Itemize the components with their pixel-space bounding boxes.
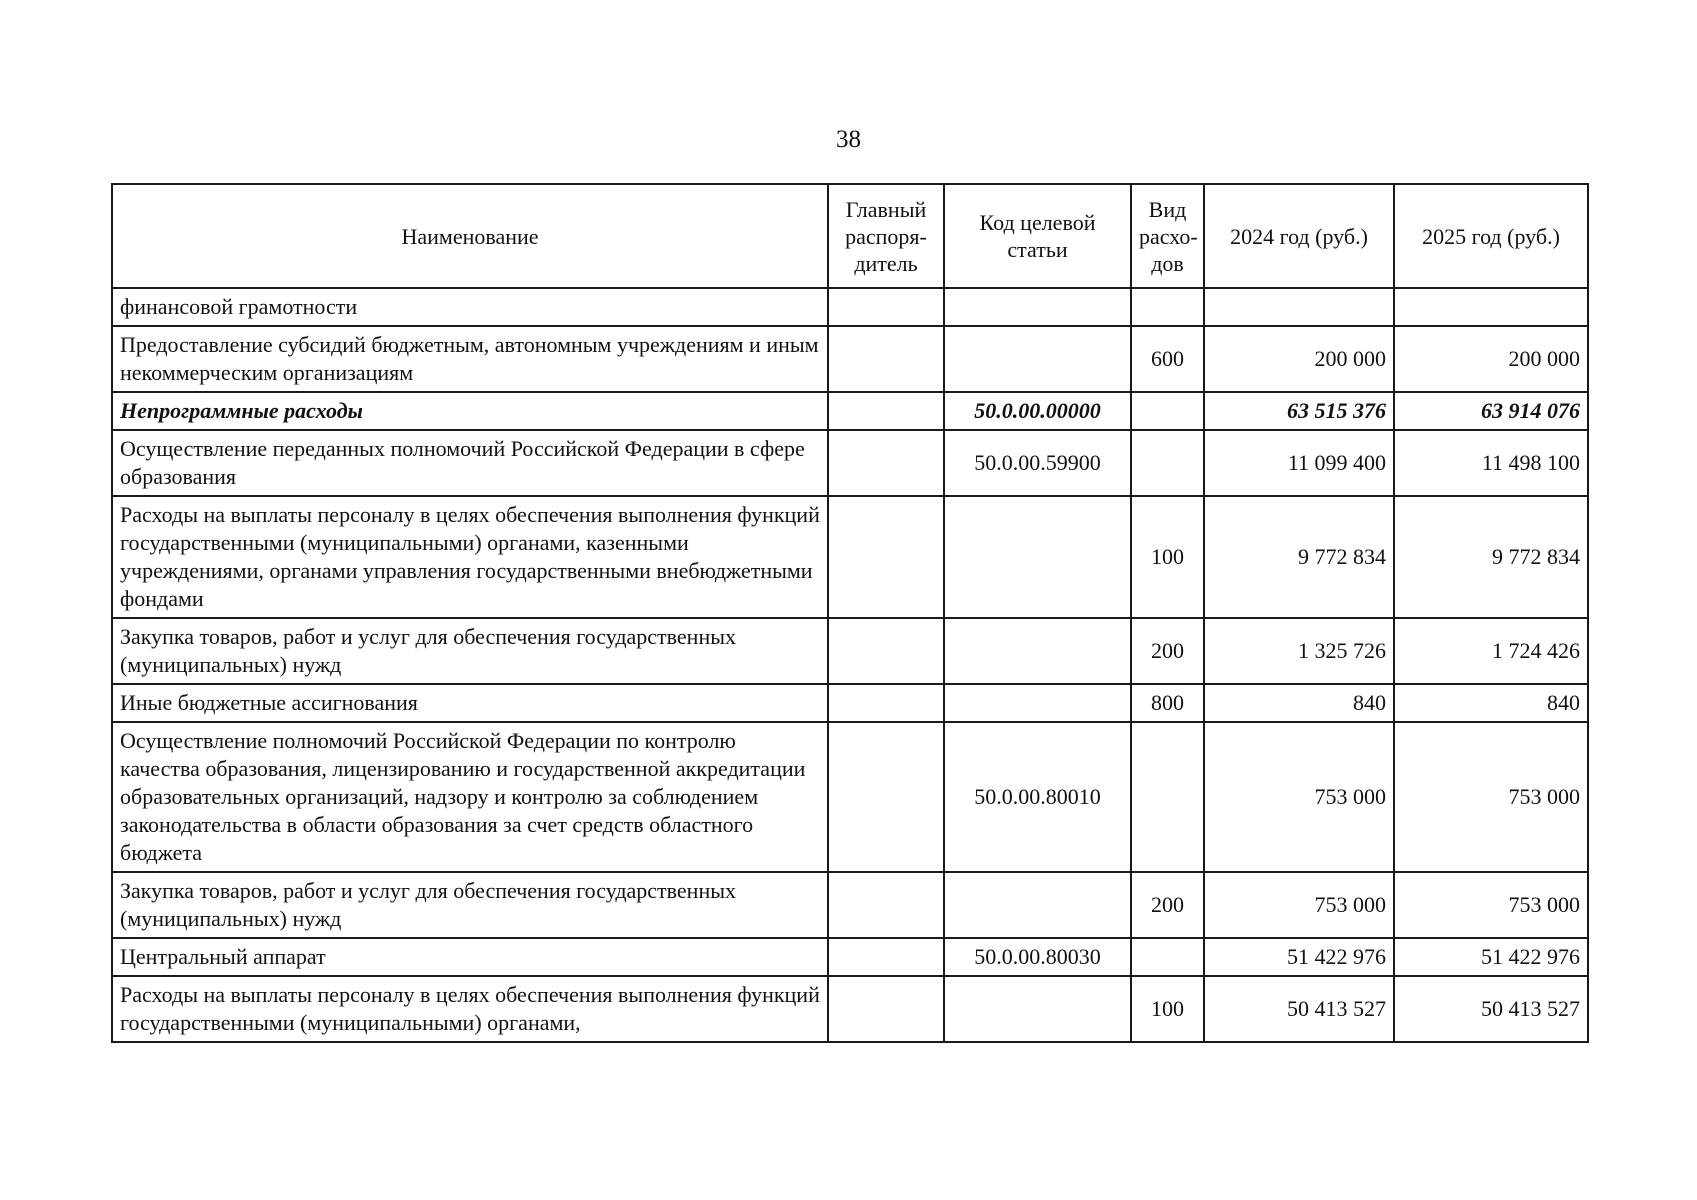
cell-vid: 600	[1131, 326, 1204, 392]
cell-name: Расходы на выплаты персоналу в целях обеспечения выполнения функций государственными (муниципальными) органами, казенными учреждениями, органами управления государственными внебюджетными фондами	[112, 496, 828, 618]
table-row-section-total	[112, 392, 1588, 430]
cell-name: Осуществление переданных полномочий Российской Федерации в сфере образования	[112, 430, 828, 496]
cell-2025: 753 000	[1394, 872, 1588, 938]
table-row	[112, 938, 1588, 976]
cell-manager	[828, 938, 944, 976]
table-row	[112, 722, 1588, 872]
cell-code: 50.0.00.80030	[944, 938, 1131, 976]
cell-name: Иные бюджетные ассигнования	[112, 684, 828, 722]
table-row	[112, 618, 1588, 684]
page-number: 38	[836, 126, 861, 153]
cell-2024: 200 000	[1204, 326, 1394, 392]
cell-manager	[828, 872, 944, 938]
cell-vid	[1131, 392, 1204, 430]
cell-manager	[828, 496, 944, 618]
cell-name: Центральный аппарат	[112, 938, 828, 976]
cell-2025: 200 000	[1394, 326, 1588, 392]
cell-code: 50.0.00.00000	[944, 392, 1131, 430]
cell-2025: 50 413 527	[1394, 976, 1588, 1042]
header-name: Наименование	[112, 184, 828, 288]
cell-2024: 753 000	[1204, 872, 1394, 938]
cell-code	[944, 288, 1131, 326]
cell-vid: 100	[1131, 976, 1204, 1042]
cell-code: 50.0.00.59900	[944, 430, 1131, 496]
cell-name: Непрограммные расходы	[112, 392, 828, 430]
cell-code	[944, 684, 1131, 722]
header-2024: 2024 год (руб.)	[1204, 184, 1394, 288]
cell-vid	[1131, 430, 1204, 496]
cell-2024: 840	[1204, 684, 1394, 722]
cell-code	[944, 618, 1131, 684]
cell-vid: 100	[1131, 496, 1204, 618]
table-header-row	[112, 184, 1588, 288]
table-row	[112, 326, 1588, 392]
cell-manager	[828, 722, 944, 872]
header-manager: Главный распоря-дитель	[828, 184, 944, 288]
cell-manager	[828, 430, 944, 496]
table-row	[112, 872, 1588, 938]
cell-name: Осуществление полномочий Российской Федерации по контролю качества образования, лицензированию и государственной аккредитации образовательных организаций, надзору и контролю за соблюдением законодательства в области образования за счет средств областного бюджета	[112, 722, 828, 872]
cell-2024: 9 772 834	[1204, 496, 1394, 618]
cell-code	[944, 326, 1131, 392]
cell-manager	[828, 288, 944, 326]
cell-vid: 200	[1131, 618, 1204, 684]
table-row	[112, 430, 1588, 496]
table-row	[112, 976, 1588, 1042]
budget-table	[111, 183, 1589, 1043]
header-vid: Вид расхо-дов	[1131, 184, 1204, 288]
cell-2025: 1 724 426	[1394, 618, 1588, 684]
cell-2025: 63 914 076	[1394, 392, 1588, 430]
cell-vid: 200	[1131, 872, 1204, 938]
cell-code	[944, 496, 1131, 618]
cell-name: Расходы на выплаты персоналу в целях обеспечения выполнения функций государственными (муниципальными) органами,	[112, 976, 828, 1042]
cell-2024: 63 515 376	[1204, 392, 1394, 430]
table-row	[112, 496, 1588, 618]
cell-manager	[828, 976, 944, 1042]
cell-manager	[828, 326, 944, 392]
cell-name: Предоставление субсидий бюджетным, автономным учреждениям и иным некоммерческим организациям	[112, 326, 828, 392]
cell-2024: 753 000	[1204, 722, 1394, 872]
cell-2024: 1 325 726	[1204, 618, 1394, 684]
cell-code	[944, 976, 1131, 1042]
cell-name: Закупка товаров, работ и услуг для обеспечения государственных (муниципальных) нужд	[112, 872, 828, 938]
cell-2025: 11 498 100	[1394, 430, 1588, 496]
cell-2025	[1394, 288, 1588, 326]
cell-manager	[828, 618, 944, 684]
cell-name: финансовой грамотности	[112, 288, 828, 326]
header-code: Код целевой статьи	[944, 184, 1131, 288]
cell-manager	[828, 392, 944, 430]
cell-2025: 840	[1394, 684, 1588, 722]
cell-2024	[1204, 288, 1394, 326]
cell-vid: 800	[1131, 684, 1204, 722]
cell-name: Закупка товаров, работ и услуг для обеспечения государственных (муниципальных) нужд	[112, 618, 828, 684]
table-row	[112, 684, 1588, 722]
cell-2024: 51 422 976	[1204, 938, 1394, 976]
cell-code: 50.0.00.80010	[944, 722, 1131, 872]
cell-2024: 50 413 527	[1204, 976, 1394, 1042]
cell-2024: 11 099 400	[1204, 430, 1394, 496]
cell-code	[944, 872, 1131, 938]
cell-2025: 9 772 834	[1394, 496, 1588, 618]
header-2025: 2025 год (руб.)	[1394, 184, 1588, 288]
cell-vid	[1131, 288, 1204, 326]
cell-2025: 753 000	[1394, 722, 1588, 872]
cell-vid	[1131, 938, 1204, 976]
cell-2025: 51 422 976	[1394, 938, 1588, 976]
cell-manager	[828, 684, 944, 722]
table-row	[112, 288, 1588, 326]
cell-vid	[1131, 722, 1204, 872]
